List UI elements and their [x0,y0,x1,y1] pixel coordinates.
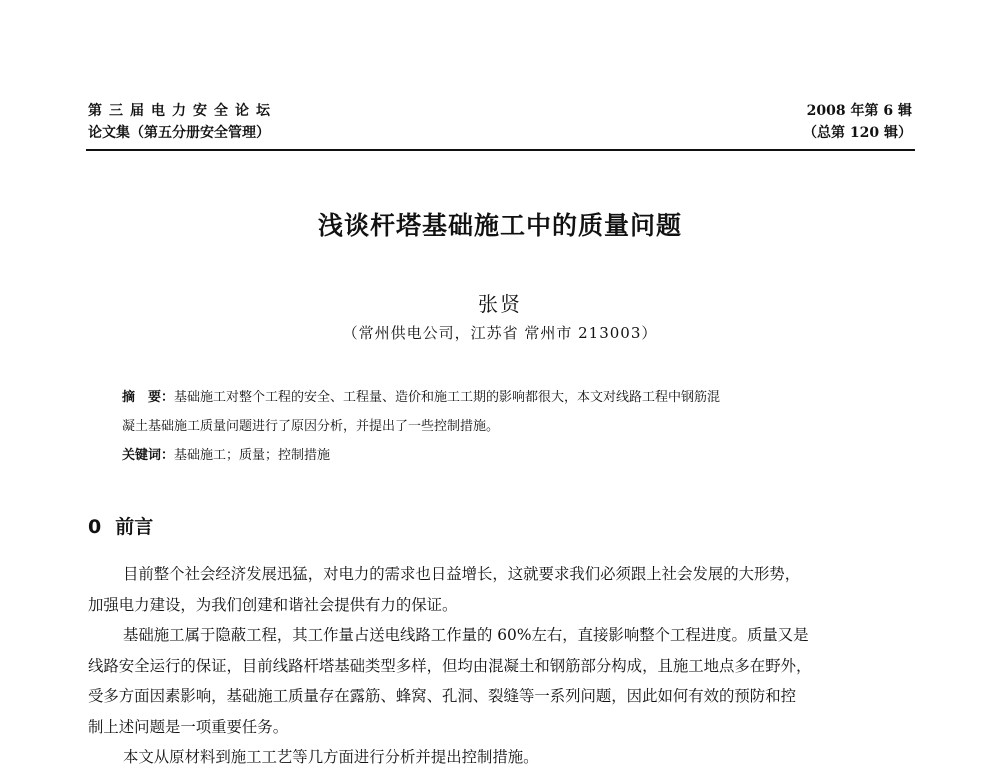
section-title: 前言 [115,516,154,538]
abstract-label: 摘 要： [122,390,175,405]
abstract-line [122,412,902,441]
paragraph-line: 受多方面因素影响，基础施工质量存在露筋、蜂窝、孔洞、裂缝等一系列问题，因此如何有效的预防和控 [88,687,796,705]
abstract-line [122,383,902,412]
author-affiliation: （常州供电公司，江苏省 常州市 213003） [342,324,658,342]
paper-title: 浅谈杆塔基础施工中的质量问题 [317,211,682,240]
abstract-text-1: 基础施工对整个工程的安全、工程量、造价和施工工期的影响都很大，本文对线路工程中钢筋混 [174,390,721,405]
keywords-line [122,441,902,470]
paragraph-line: 目前整个社会经济发展迅猛，对电力的需求也日益增长，这就要求我们必须跟上社会发展的大形势， [123,565,801,583]
journal-name: 第三届电力安全论坛 [88,103,277,119]
collection-name: 论文集（第五分册安全管理） [88,125,270,141]
header-rule [86,149,915,151]
paragraph-line: 加强电力建设，为我们创建和谐社会提供有力的保证。 [88,595,458,614]
body-text [88,559,914,773]
abstract-block [122,383,902,470]
paragraph-line: 制上述问题是一项重要任务。 [88,717,289,736]
running-header-right [803,100,912,144]
paragraph-line: 本文从原材料到施工工艺等几方面进行分析并提出控制措施。 [123,748,539,766]
section-heading [88,512,153,539]
keywords-text: 基础施工；质量；控制措施 [174,448,331,463]
paragraph-line: 基础施工属于隐蔽工程，其工作量占送电线路工作量的 60%左右，直接影响整个工程进度。质量又是 [123,626,809,644]
abstract-text-2: 凝土基础施工质量问题进行了原因分析，并提出了一些控制措施。 [122,419,500,434]
issue-number: 2008 年第 6 辑 [806,103,912,119]
paragraph-line: 线路安全运行的保证，目前线路杆塔基础类型多样，但均由混凝土和钢筋部分构成，且施工地点多在野外， [88,656,812,675]
keywords-label: 关键词： [122,448,175,463]
total-issue-number: （总第 120 辑） [803,125,912,141]
running-header-left [88,100,277,144]
section-number: 0 [88,516,102,538]
author-name: 张贤 [478,292,522,316]
